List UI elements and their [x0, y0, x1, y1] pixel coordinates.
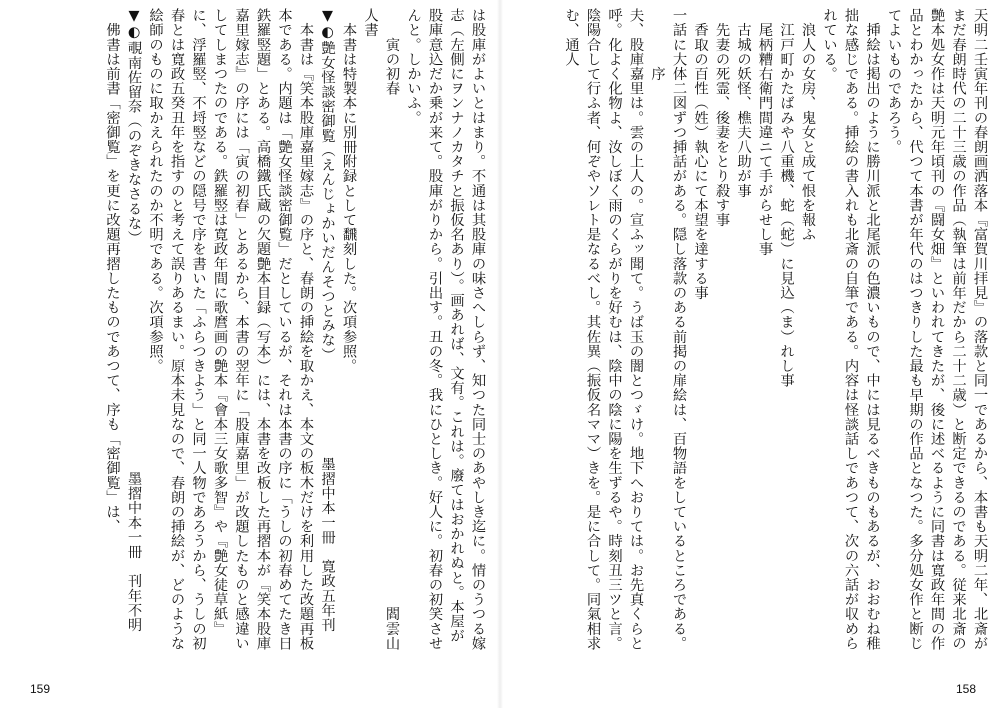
- page-number-left: 159: [30, 682, 51, 696]
- left-page-text: は股庫がよいとはまり。不通は其股庫の味さへしらず、知つた同士のあやしき迄に。情のうつる嫁志（左側にヲンナノカタチと振仮名あり）。画あれば、文有。これは。廢てはおかれぬと。本屋が股庫意込だか乗が来て。股庫がりから。引出す。丑の冬。我にひとしき。好人に。初春の初笑させんと。しかいふ。 寅の初春 閻雲山人書 本書は特製本に別冊附録として飜刻した。次項参照。 ▼◐艶女怪談密御覧（えんじょかいだんそつとみな） 墨摺中本一冊 寛政五年刊 本書は『笑本股庫嘉里嫁志』の序と、春朗の挿絵を取かえ、本文の板木だけを利用した改題再板本である。内題は「艶女怪談密御覧」だとしているが、それは本書の序に「うしの初春めてたき日 鉄羅竪題」とある。高橋鐵氏蔵の欠題艶本目録（写本）には、本書を改板した再摺本が『笑本股庫嘉里嫁志』の序には「寅の初春」とあるから、本書の翌年に「股庫嘉里」が改題したものと感違いしてしまつたのである。鉄羅竪は寛政年間に歌麿画の艶本『會本三女歌多智』や『艶女徒草紙』に、浮羅竪、不埒竪などの隠号で序を書いた「ふらつきよう」と同一人物であろうから、うしの初春とは寛政五癸丑年を指すのと考えて誤りあるまい。原本未見なので、春朗の挿絵が、どのような絵師のものに取かえられたのか不明である。次項参照。 ▼◐覗南佐留奈（のぞきなさるな） 墨摺中本一冊 刊年不明 佛書は前書「密御覧」を更に改題再摺したものであつて、序も「密御覧」は、: [104, 8, 486, 651]
- right-page: [500, 0, 1000, 708]
- page-number-right: 158: [955, 682, 976, 696]
- right-page-text: 天明二壬寅年刊の春朗画洒落本『富賀川拝見』の落款と同一であるから、本書も天明二年、北斎がまだ春朗時代の二十三歳の作品（執筆は前年だから二十二歳）と断定できるのである。従来北斎の艶本処女作は天明元年頃刊の『闘女畑』といわれてきたが、後に述べるように同書は寛政年間の作品とわかったから、代つて本書が年代のはつきりした最も早期の作品となつた。多分処女作と断じてよいものであろう。 挿絵は掲出のように勝川派と北尾派の色濃いもので、中には見るべきものもあるが、おおむね稚拙な感じである。挿絵の書入れも北斎の自筆である。内容は怪談話しであつて、次の六話が収められている。 浪人の女房、鬼女と成て恨を報ふ 江戸町かたばみや八重機、蛇（蛇）に見込（ま）れし事 尾柄糟右衛門間違ニて手がらせし事 古城の妖怪、樵夫八助が事 先妻の死霊、後妻をとり殺す事 香取の百性（姓）執心にて本望を達する事 一話に大体二図ずつ挿話がある。隠し落款のある前掲の扉絵は、百物語をしているところである。 序 夫、股庫嘉里は。雲の上人の。宣ふッ聞て。うば玉の闇とつゞけ。地下へおりては。お先真くらと呼。化よく化物よ、汝しぼく雨のくらがりを好むは、陰中の陰に陽を生ずるや。時刻丑三ツと言。陰陽合して行ふ者、何ぞやソレト是なるべし。其佐異（振仮名ママ）きを。是に合して。同氣相求む、通人: [563, 8, 988, 651]
